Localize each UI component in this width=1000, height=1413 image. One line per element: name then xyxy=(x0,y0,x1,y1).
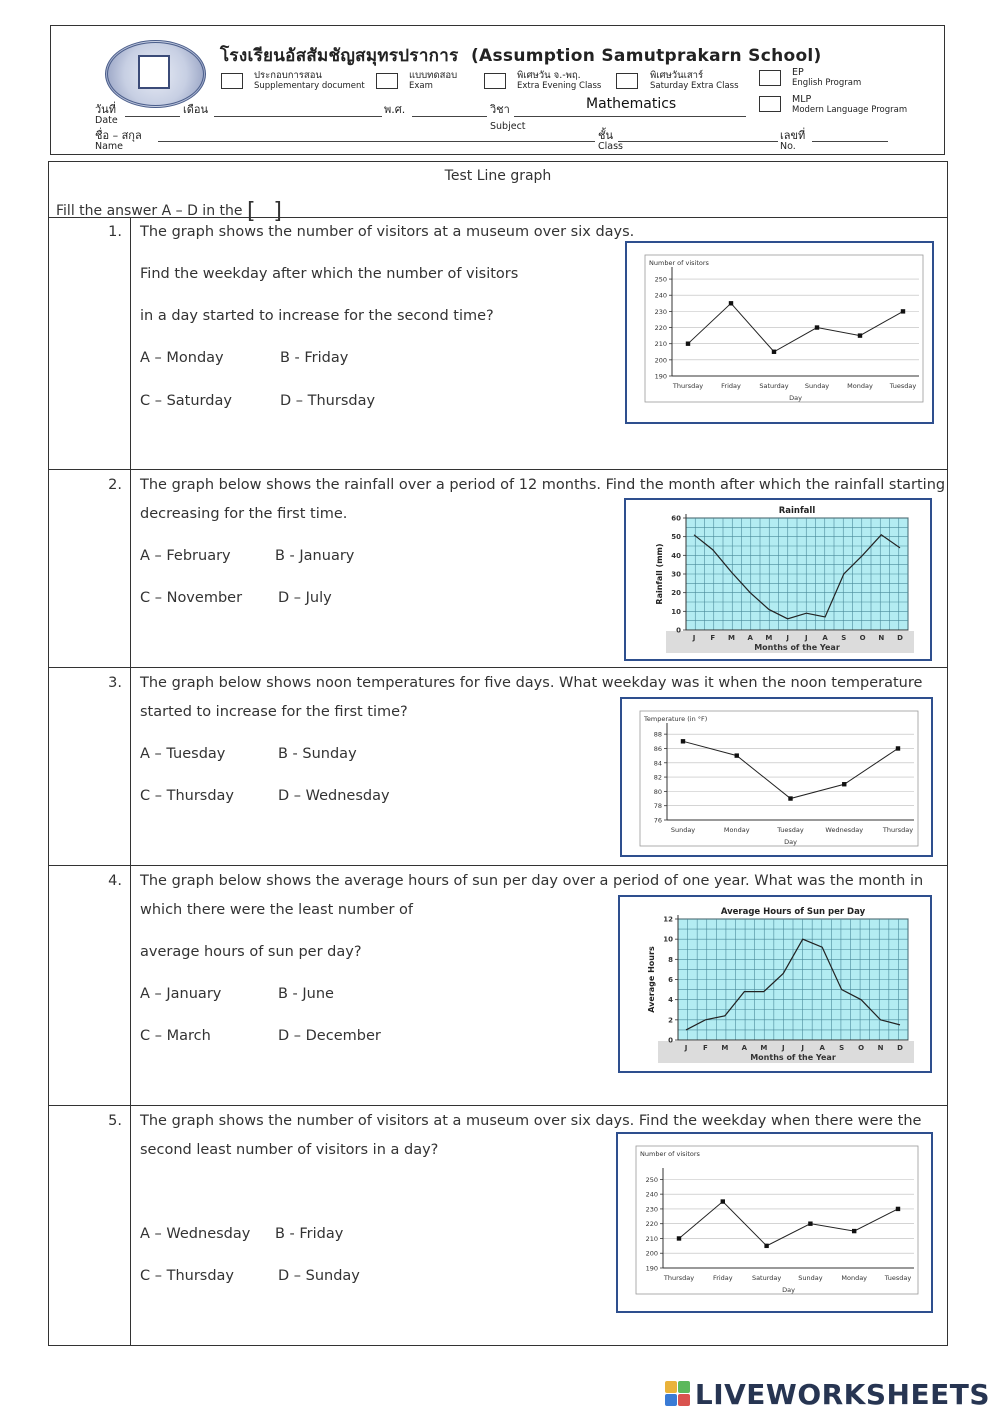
date-field[interactable] xyxy=(125,116,180,117)
liveworksheets-logo: LIVEWORKSHEETS xyxy=(665,1378,990,1411)
data-line xyxy=(683,741,898,798)
answer-option: A – Monday xyxy=(140,350,224,366)
y-tick-label: 60 xyxy=(671,514,681,523)
answer-option: D – Wednesday xyxy=(278,788,390,804)
y-tick-label: 88 xyxy=(653,730,662,739)
y-tick-label: 86 xyxy=(653,744,662,753)
y-tick-label: 0 xyxy=(668,1036,673,1045)
x-axis-label: Day xyxy=(789,394,802,402)
data-point xyxy=(842,782,846,786)
y-tick-label: 50 xyxy=(671,533,681,542)
y-tick-label: 10 xyxy=(663,935,673,944)
question-text: The graph shows the number of visitors at a museum over six days. Find the weekday when there were the xyxy=(140,1113,922,1129)
name-field[interactable] xyxy=(158,141,595,142)
answer-option: C – Thursday xyxy=(140,1268,235,1284)
school-name: โรงเรียนอัสสัมชัญสมุทรปราการ (Assumption Samutprakarn School) xyxy=(220,46,822,66)
x-tick-label: A xyxy=(747,634,753,642)
y-tick-label: 12 xyxy=(663,915,673,924)
question-text: which there were the least number of xyxy=(140,902,414,918)
saturday-extra-label: พิเศษวันเสาร์ Saturday Extra Class xyxy=(650,70,739,91)
y-tick-label: 190 xyxy=(645,1264,658,1273)
answer-option: C – November xyxy=(140,590,243,606)
x-axis-label: Months of the Year xyxy=(754,643,840,652)
question-number: 3. xyxy=(108,675,122,691)
answer-option: D – Sunday xyxy=(278,1268,360,1284)
data-point xyxy=(772,350,776,354)
row-divider xyxy=(48,1105,948,1106)
y-axis-label: Average Hours xyxy=(647,946,656,1013)
x-tick-label: M xyxy=(765,634,773,642)
y-tick-label: 240 xyxy=(654,291,667,300)
x-tick-label: A xyxy=(741,1044,748,1052)
answer-option: A – Wednesday xyxy=(140,1226,251,1242)
x-tick-label: J xyxy=(684,1044,688,1052)
data-point xyxy=(852,1229,856,1233)
x-tick-label: Tuesday xyxy=(884,1274,912,1282)
question-text: The graph shows the number of visitors at a museum over six days. xyxy=(140,224,635,240)
x-tick-label: D xyxy=(897,1044,903,1052)
y-tick-label: 82 xyxy=(653,773,662,782)
data-point xyxy=(808,1221,812,1225)
y-tick-label: 10 xyxy=(671,607,681,616)
supplementary-label: ประกอบการสอน Supplementary document xyxy=(254,70,365,91)
y-tick-label: 40 xyxy=(671,551,681,560)
data-point xyxy=(764,1244,768,1248)
extra-evening-checkbox[interactable] xyxy=(484,73,506,89)
x-tick-label: Monday xyxy=(841,1274,868,1282)
answer-bracket-close: ] xyxy=(273,199,282,224)
y-tick-label: 76 xyxy=(653,816,662,825)
mlp-label: MLP Modern Language Program xyxy=(792,94,908,115)
x-tick-label: F xyxy=(710,634,716,642)
question-text: The graph below shows the rainfall over a period of 12 months. Find the month after which the rainfall starting xyxy=(140,477,946,493)
visitors-chart-2 xyxy=(616,1132,933,1313)
y-tick-label: 80 xyxy=(653,787,662,796)
sun-hours-chart xyxy=(618,895,932,1073)
data-point xyxy=(677,1236,681,1240)
row-divider xyxy=(48,865,948,866)
x-tick-label: O xyxy=(858,1044,865,1052)
answer-bracket-open: [ xyxy=(246,199,256,224)
x-tick-label: J xyxy=(781,1044,785,1052)
subject-label: วิชา Subject xyxy=(490,103,526,132)
y-axis-label: Number of visitors xyxy=(640,1150,700,1158)
month-field[interactable] xyxy=(214,116,382,117)
data-point xyxy=(721,1199,725,1203)
x-tick-label: J xyxy=(786,634,789,642)
x-tick-label: J xyxy=(692,634,696,642)
y-tick-label: 0 xyxy=(676,626,681,635)
question-number: 2. xyxy=(108,477,122,493)
y-tick-label: 6 xyxy=(668,976,673,984)
x-tick-label: Saturday xyxy=(759,382,789,390)
x-tick-label: Tuesday xyxy=(889,382,917,390)
y-tick-label: 210 xyxy=(654,340,667,349)
y-tick-label: 2 xyxy=(668,1016,673,1025)
x-tick-label: Thursday xyxy=(663,1274,695,1282)
y-tick-label: 210 xyxy=(645,1234,658,1243)
x-tick-label: Friday xyxy=(712,1274,733,1282)
x-tick-label: N xyxy=(878,634,885,642)
test-title: Test Line graph xyxy=(444,168,552,184)
y-tick-label: 240 xyxy=(645,1190,658,1199)
ep-label: EP English Program xyxy=(792,67,862,88)
row-divider xyxy=(48,217,948,218)
saturday-extra-checkbox[interactable] xyxy=(616,73,638,89)
answer-option: A – Tuesday xyxy=(140,746,226,762)
x-tick-label: Sunday xyxy=(670,826,696,834)
answer-option: C – March xyxy=(140,1028,211,1044)
x-tick-label: A xyxy=(819,1044,825,1052)
row-divider xyxy=(48,667,948,668)
visitors-chart-1 xyxy=(625,241,934,424)
extra-evening-label: พิเศษวัน จ.-พฤ. Extra Evening Class xyxy=(517,70,602,91)
x-tick-label: O xyxy=(859,634,866,642)
question-number: 4. xyxy=(108,873,122,889)
x-tick-label: M xyxy=(727,634,735,642)
number-label: เลขที่ No. xyxy=(780,129,806,152)
instruction-text: Fill the answer A – D in the [ ] xyxy=(56,199,282,224)
x-tick-label: Saturday xyxy=(751,1274,782,1282)
chart-frame xyxy=(645,255,923,402)
x-tick-label: Sunday xyxy=(798,1274,823,1282)
data-point xyxy=(686,341,690,345)
x-axis-label: Day xyxy=(784,838,797,846)
data-point xyxy=(729,301,733,305)
school-crest-icon xyxy=(138,55,170,89)
y-tick-label: 78 xyxy=(653,802,662,811)
answer-option: D – July xyxy=(278,590,332,606)
chart-title: Average Hours of Sun per Day xyxy=(720,907,866,917)
exam-checkbox[interactable] xyxy=(376,73,398,89)
question-text: average hours of sun per day? xyxy=(140,944,362,960)
y-tick-label: 20 xyxy=(671,589,681,598)
y-tick-label: 200 xyxy=(645,1249,658,1258)
year-field[interactable] xyxy=(412,116,487,117)
question-text: started to increase for the first time? xyxy=(140,704,408,720)
x-tick-label: F xyxy=(703,1044,708,1052)
answer-option: B - June xyxy=(278,986,334,1002)
answer-option: A – February xyxy=(140,548,231,564)
y-tick-label: 190 xyxy=(654,372,667,381)
question-text: second least number of visitors in a day? xyxy=(140,1142,439,1158)
y-tick-label: 8 xyxy=(668,955,673,964)
y-tick-label: 4 xyxy=(668,996,673,1005)
y-tick-label: 220 xyxy=(654,324,667,333)
y-axis-label: Temperature (in °F) xyxy=(644,715,708,723)
answer-option: C – Saturday xyxy=(140,393,232,409)
data-point xyxy=(735,753,739,757)
rainfall-chart xyxy=(624,498,932,661)
x-tick-label: Thursday xyxy=(882,826,914,834)
x-tick-label: M xyxy=(760,1044,768,1052)
supplementary-checkbox[interactable] xyxy=(221,73,243,89)
liveworksheets-icon xyxy=(665,1381,691,1407)
y-axis-label: Number of visitors xyxy=(649,259,709,267)
date-label: วันที่ Date xyxy=(95,103,118,126)
y-tick-label: 230 xyxy=(645,1205,658,1214)
name-label: ชื่อ – สกุล Name xyxy=(95,129,142,152)
x-tick-label: Tuesday xyxy=(777,826,804,834)
x-tick-label: Monday xyxy=(847,382,873,390)
answer-option: B - Sunday xyxy=(278,746,357,762)
y-tick-label: 30 xyxy=(671,570,681,579)
answer-option: B - Friday xyxy=(280,350,349,366)
month-label: เดือน xyxy=(183,103,209,116)
column-divider xyxy=(130,217,131,1345)
question-number: 1. xyxy=(108,224,122,240)
class-label: ชั้น Class xyxy=(598,129,623,152)
x-axis-label: Day xyxy=(782,1286,795,1294)
x-tick-label: Thursday xyxy=(672,382,704,390)
number-field[interactable] xyxy=(812,141,888,142)
data-point xyxy=(681,739,685,743)
year-label: พ.ศ. xyxy=(384,103,406,116)
data-point xyxy=(896,746,900,750)
question-text: Find the weekday after which the number of visitors xyxy=(140,266,519,282)
answer-option: B - Friday xyxy=(275,1226,344,1242)
x-tick-label: Wednesday xyxy=(825,826,864,834)
ep-checkbox[interactable] xyxy=(759,70,781,86)
x-tick-label: S xyxy=(841,634,847,642)
y-tick-label: 84 xyxy=(653,759,662,768)
x-tick-label: Friday xyxy=(721,382,741,390)
subject-field[interactable] xyxy=(514,116,746,117)
x-tick-label: Monday xyxy=(723,826,750,834)
x-tick-label: N xyxy=(877,1044,884,1052)
subject-value: Mathematics xyxy=(586,96,677,112)
temperature-chart xyxy=(620,697,933,857)
question-text: decreasing for the first time. xyxy=(140,506,348,522)
x-tick-label: J xyxy=(801,1044,805,1052)
y-tick-label: 250 xyxy=(645,1175,658,1184)
question-text: The graph below shows the average hours of sun per day over a period of one year. What was the month in xyxy=(140,873,924,889)
mlp-checkbox[interactable] xyxy=(759,96,781,112)
x-tick-label: D xyxy=(897,634,903,642)
exam-label: แบบทดสอบ Exam xyxy=(409,70,458,91)
x-tick-label: S xyxy=(839,1044,845,1052)
class-field[interactable] xyxy=(618,141,778,142)
x-tick-label: Sunday xyxy=(804,382,830,390)
data-point xyxy=(815,325,819,329)
y-tick-label: 250 xyxy=(654,275,667,284)
answer-option: D – December xyxy=(278,1028,381,1044)
answer-option: B - January xyxy=(275,548,355,564)
data-point xyxy=(896,1207,900,1211)
data-point xyxy=(858,333,862,337)
y-axis-label: Rainfall (mm) xyxy=(655,543,664,605)
answer-option: C – Thursday xyxy=(140,788,235,804)
question-number: 5. xyxy=(108,1113,122,1129)
y-tick-label: 230 xyxy=(654,307,667,316)
data-point xyxy=(788,796,792,800)
chart-title: Rainfall xyxy=(778,506,816,516)
question-text: The graph below shows noon temperatures for five days. What weekday was it when the noon temperature xyxy=(140,675,923,691)
y-tick-label: 220 xyxy=(645,1220,658,1229)
x-tick-label: M xyxy=(721,1044,729,1052)
answer-option: D – Thursday xyxy=(280,393,376,409)
data-point xyxy=(901,309,905,313)
y-tick-label: 200 xyxy=(654,356,667,365)
x-axis-label: Months of the Year xyxy=(750,1053,836,1062)
x-tick-label: J xyxy=(805,634,808,642)
x-tick-label: A xyxy=(822,634,828,642)
question-text: in a day started to increase for the second time? xyxy=(140,308,494,324)
row-divider xyxy=(48,469,948,470)
answer-option: A – January xyxy=(140,986,222,1002)
